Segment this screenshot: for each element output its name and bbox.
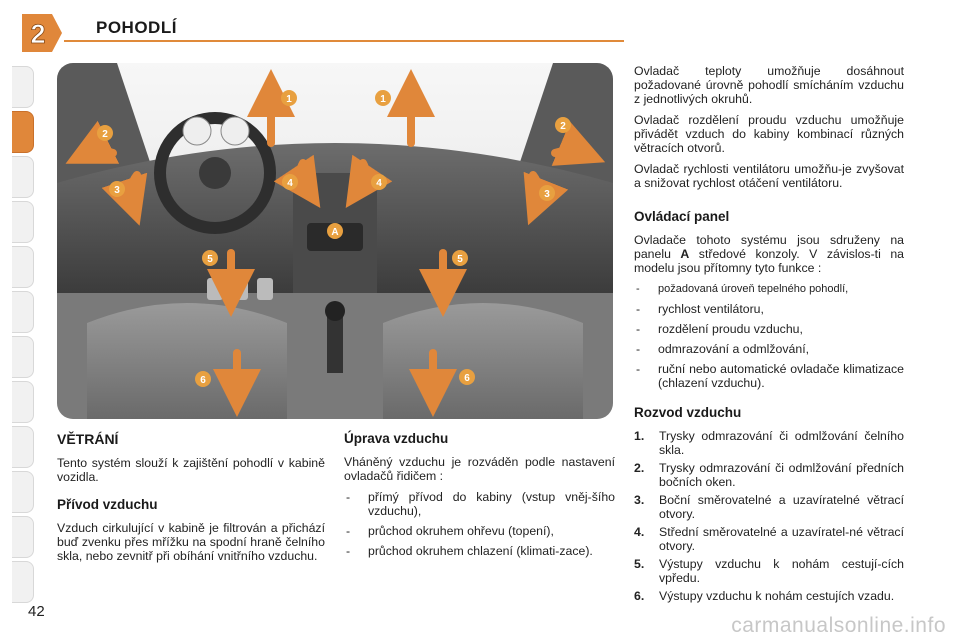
panel-intro xyxy=(634,233,904,275)
callout-label: 5 xyxy=(207,254,213,265)
chapter-tab-1[interactable] xyxy=(12,66,34,108)
pedal xyxy=(257,278,273,300)
chapter-tab-7[interactable] xyxy=(12,336,34,378)
item-number: 2. xyxy=(634,461,645,475)
chapter-tab-11[interactable] xyxy=(12,516,34,558)
list-item xyxy=(634,461,904,489)
list-item: - odmrazování a odmlžování, xyxy=(634,342,904,356)
chapter-tab-12[interactable] xyxy=(12,561,34,603)
arrow-side-window-right xyxy=(555,151,583,154)
pedal xyxy=(207,278,223,300)
paragraph: Ovladač rychlosti ventilátoru umožňu-je zvyšovat a snižovat rychlost otáčení ventilátoru. xyxy=(634,162,904,190)
item-text: Boční směrovatelné a uzavíratelné větrací otvory. xyxy=(659,493,904,521)
intro-paragraph: Vháněný vzduchu je rozváděn podle nastavení ovladačů řidičem : xyxy=(344,455,615,483)
page-number: 42 xyxy=(28,603,45,620)
callout-label: 2 xyxy=(102,129,108,140)
item-number: 4. xyxy=(634,525,645,539)
cabin-ventilation-illustration xyxy=(57,63,613,419)
subheading: Přívod vzduchu xyxy=(57,497,158,512)
driver-seat xyxy=(87,303,287,419)
callout-label: 6 xyxy=(200,375,206,386)
body-paragraph: Vzduch cirkulující v kabině je filtrován a přichází buď zvenku přes mřížku na spodní hraně čelního skla, nebo zevnitř při obíhání vnitřního vzduchu. xyxy=(57,521,325,563)
callout-label: 3 xyxy=(544,189,550,200)
item-text: Trysky odmrazování či odmlžování čelního skla. xyxy=(659,429,904,457)
distribution-heading: Rozvod vzduchu xyxy=(634,405,742,420)
item-text: Výstupy vzduchu k nohám cestují-cích vpředu. xyxy=(659,557,904,585)
gear-knob xyxy=(325,301,345,321)
conditioning-list xyxy=(344,490,615,558)
list-item: - rozdělení proudu vzduchu, xyxy=(634,322,904,336)
distribution-list xyxy=(634,429,904,603)
list-item: - rychlost ventilátoru, xyxy=(634,302,904,316)
paragraph: Ovladač rozdělení proudu vzduchu umožňuje přivádět vzduch do kabiny kombinací různých větracích otvorů. xyxy=(634,113,904,155)
list-item: - požadovaná úroveň tepelného pohodlí, xyxy=(634,282,904,296)
chapter-tab-9[interactable] xyxy=(12,426,34,468)
chapter-tab-2-active[interactable] xyxy=(12,111,34,153)
item-number: 5. xyxy=(634,557,645,571)
callout-label: 4 xyxy=(376,178,382,189)
header-rule xyxy=(64,40,624,42)
chapter-badge xyxy=(18,12,64,54)
chapter-title: POHODLÍ xyxy=(96,18,177,37)
callout-label: 5 xyxy=(457,254,463,265)
callout-label: 1 xyxy=(380,94,386,105)
callout-label: 2 xyxy=(560,121,566,132)
panel-heading: Ovládací panel xyxy=(634,209,730,224)
list-item: - průchod okruhem chlazení (klimati-zace). xyxy=(344,544,615,558)
panel-intro-text: Ovladače tohoto systému jsou sdruženy na panelu xyxy=(634,233,904,261)
chapter-tab-4[interactable] xyxy=(12,201,34,243)
item-number: 3. xyxy=(634,493,645,507)
list-item xyxy=(634,589,904,603)
chapter-tab-10[interactable] xyxy=(12,471,34,513)
chapter-tab-8[interactable] xyxy=(12,381,34,423)
item-text: Trysky odmrazování či odmlžování předních bočních oken. xyxy=(659,461,904,489)
panel-functions-list xyxy=(634,282,904,390)
panel-letter: A xyxy=(680,247,690,261)
section-heading: VĚTRÁNÍ xyxy=(57,431,119,447)
middle-column xyxy=(344,432,615,564)
chapter-tab-6[interactable] xyxy=(12,291,34,333)
item-text: Výstupy vzduchu k nohám cestujích vzadu. xyxy=(659,589,895,603)
gear-lever xyxy=(327,313,343,373)
intro-paragraph: Tento systém slouží k zajištění pohodlí v kabině vozidla. xyxy=(57,456,325,484)
arrow-side-window-left xyxy=(87,151,113,154)
subheading: Úprava vzduchu xyxy=(344,431,449,446)
paragraph: Ovladač teploty umožňuje dosáhnout požadované úrovně pohodlí smícháním vzduchu z jednotlivých okruhů. xyxy=(634,64,904,106)
list-item xyxy=(634,557,904,585)
watermark: carmanualsonline.info xyxy=(731,614,946,637)
steering-hub xyxy=(199,157,231,189)
speedometer xyxy=(183,117,211,145)
item-number: 1. xyxy=(634,429,645,443)
item-number: 6. xyxy=(634,589,645,603)
list-item xyxy=(634,429,904,457)
callout-label: A xyxy=(331,227,339,238)
list-item xyxy=(634,493,904,521)
list-item xyxy=(634,525,904,553)
list-item: - ruční nebo automatické ovladače klimatizace (chlazení vzduchu). xyxy=(634,362,904,390)
passenger-seat xyxy=(383,303,583,419)
callout-label: 6 xyxy=(464,373,470,384)
list-item: - průchod okruhem ohřevu (topení), xyxy=(344,524,615,538)
callout-label: 4 xyxy=(287,178,293,189)
chapter-tabs xyxy=(12,66,34,606)
chapter-tab-5[interactable] xyxy=(12,246,34,288)
panel-intro-text: středové konzoly. V závislos-ti na modelu jsou přítomny tyto funkce : xyxy=(634,247,904,275)
callout-label: 3 xyxy=(114,185,120,196)
tachometer xyxy=(221,117,249,145)
callout-label: 1 xyxy=(286,94,292,105)
item-text: Střední směrovatelné a uzavíratel-né větrací otvory. xyxy=(659,525,904,553)
chapter-tab-3[interactable] xyxy=(12,156,34,198)
list-item: - přímý přívod do kabiny (vstup vněj-šího vzduchu), xyxy=(344,490,615,518)
chapter-number: 2 xyxy=(30,19,46,49)
left-column xyxy=(57,432,325,570)
right-column xyxy=(634,64,904,607)
